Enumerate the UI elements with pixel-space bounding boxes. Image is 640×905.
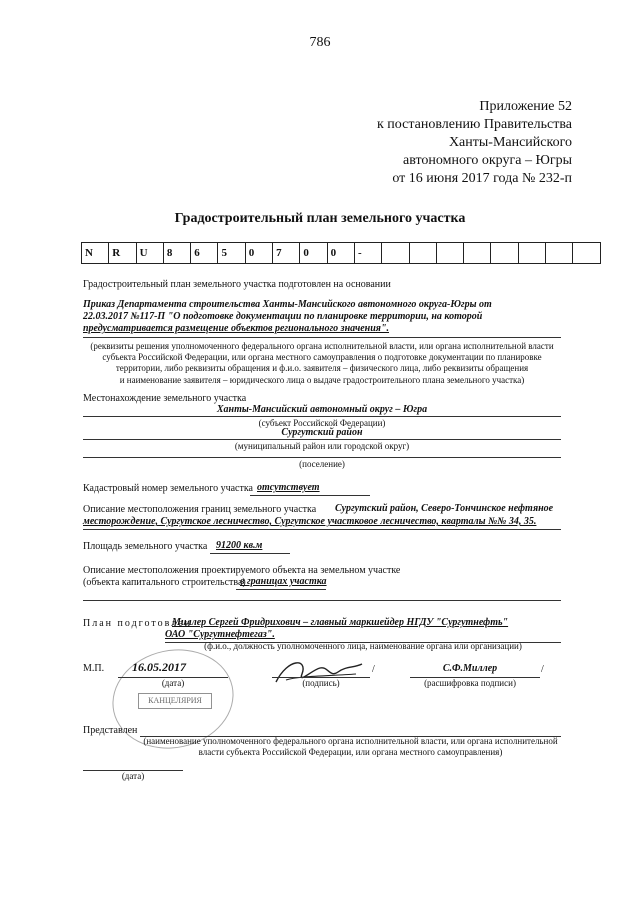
presented-note-line: власти субъекта Российской Федерации, или органа местного самоуправления) — [198, 747, 503, 758]
basis-value-line: предусматривается размещение объектов регионального значения". — [83, 323, 389, 334]
plan-number-cell: 7 — [273, 243, 300, 264]
plan-number-cell: U — [136, 243, 163, 264]
cadastral-label: Кадастровый номер земельного участка — [83, 483, 253, 494]
location-label: Местонахождение земельного участка — [83, 393, 247, 404]
plan-number-cell: 0 — [245, 243, 272, 264]
appendix-line: к постановлению Правительства — [376, 117, 572, 132]
basis-value-line: 22.03.2017 №117-П "О подготовке документации по планировке территории, на которой — [83, 311, 483, 322]
plan-number-cell — [518, 243, 545, 264]
object-location-value: в границах участка — [240, 576, 327, 587]
basis-label: Градостроительный план земельного участка подготовлен на основании — [83, 279, 391, 290]
location-subject: Ханты-Мансийский автономный округ – Югра — [216, 404, 428, 415]
basis-note-line: субъекта Российской Федерации, или органа местного самоуправления о подготовке документации по планировке — [102, 352, 542, 363]
presented-note-line: (наименование уполномоченного федерального органа исполнительной власти, или органа исполнительной — [143, 736, 558, 746]
office-stamp: КАНЦЕЛЯРИЯ — [138, 693, 212, 709]
cadastral-value: отсутствует — [257, 482, 320, 493]
plan-number-cell — [491, 243, 518, 264]
basis-value-line: Приказ Департамента строительства Ханты-Мансийского автономного округа-Югры от — [83, 299, 492, 310]
presented-date-note: (дата) — [121, 771, 145, 781]
plan-number-cell: R — [109, 243, 136, 264]
signature-name: С.Ф.Миллер — [442, 663, 498, 674]
signature-note: (подпись) — [302, 678, 340, 688]
basis-note-line: (реквизиты решения уполномоченного федерального органа исполнительной власти, или органа исполнительной власти — [90, 341, 554, 351]
area-label: Площадь земельного участка — [83, 541, 208, 552]
plan-number-cell — [409, 243, 436, 264]
plan-number-grid — [81, 242, 601, 264]
appendix-line: Приложение 52 — [479, 99, 572, 114]
plan-number-cell: N — [82, 243, 109, 264]
location-district: Сургутский район — [281, 427, 363, 438]
page-number: 786 — [309, 35, 331, 50]
basis-note — [83, 341, 561, 386]
appendix-line: от 16 июня 2017 года № 232-п — [392, 171, 572, 186]
basis-note-line: и наименование заявителя – юридического лица о выдаче градостроительного плана земельного участка) — [119, 374, 525, 385]
plan-number-cell: - — [354, 243, 381, 264]
area-value: 91200 кв.м — [216, 540, 263, 551]
appendix-block — [377, 98, 572, 188]
appendix-line: автономного округа – Югры — [403, 153, 572, 168]
object-location-label: (объекта капитального строительства) — [83, 577, 246, 588]
boundaries-value-line: Сургутский район, Северо-Тончинское нефтяное — [335, 503, 554, 514]
prepared-note: (ф.и.о., должность уполномоченного лица, наименование органа или организации) — [204, 641, 522, 651]
prepared-value-line: ОАО "Сургутнефтегаз". — [165, 629, 275, 640]
plan-number-cell: 0 — [300, 243, 327, 264]
plan-number-cell: 6 — [191, 243, 218, 264]
appendix-line: Ханты-Мансийского — [448, 135, 572, 150]
boundaries-value-line: месторождение, Сургутское лесничество, Сургутское участковое лесничество, кварталы №№ 34, 35. — [83, 516, 537, 527]
date-note: (дата) — [161, 678, 185, 688]
plan-number-cell — [464, 243, 491, 264]
basis-note-line: территории, либо реквизиты обращения и ф.и.о. заявителя – физического лица, либо реквизиты обращения — [115, 363, 529, 374]
plan-number-cell — [573, 243, 600, 264]
signature-date: 16.05.2017 — [132, 660, 186, 674]
plan-number-cell: 5 — [218, 243, 245, 264]
document-title: Градостроительный план земельного участка — [174, 211, 466, 226]
object-location-label: Описание местоположения проектируемого объекта на земельном участке — [83, 565, 401, 576]
location-settlement-note: (поселение) — [299, 459, 345, 469]
prepared-value-line: Миллер Сергей Фридрихович – главный маркшейдер НГДУ "Сургутнефть" — [172, 617, 509, 628]
boundaries-label: Описание местоположения границ земельного участка — [83, 504, 317, 515]
location-subject-note: (субъект Российской Федерации) — [258, 418, 386, 428]
presented-label: Представлен — [83, 725, 138, 736]
plan-number-cell: 0 — [327, 243, 354, 264]
prepared-label: План подготовлен — [83, 618, 192, 629]
signature-slash: / — [541, 664, 544, 675]
presented-note — [140, 736, 561, 758]
plan-number-cell: 8 — [163, 243, 190, 264]
name-note: (расшифровка подписи) — [424, 678, 516, 688]
mp-label: М.П. — [83, 663, 105, 674]
plan-number-cell — [546, 243, 573, 264]
plan-number-cell — [436, 243, 463, 264]
plan-number-cell — [382, 243, 409, 264]
location-district-note: (муниципальный район или городской округ) — [234, 441, 410, 451]
signature-slash: / — [372, 664, 375, 675]
